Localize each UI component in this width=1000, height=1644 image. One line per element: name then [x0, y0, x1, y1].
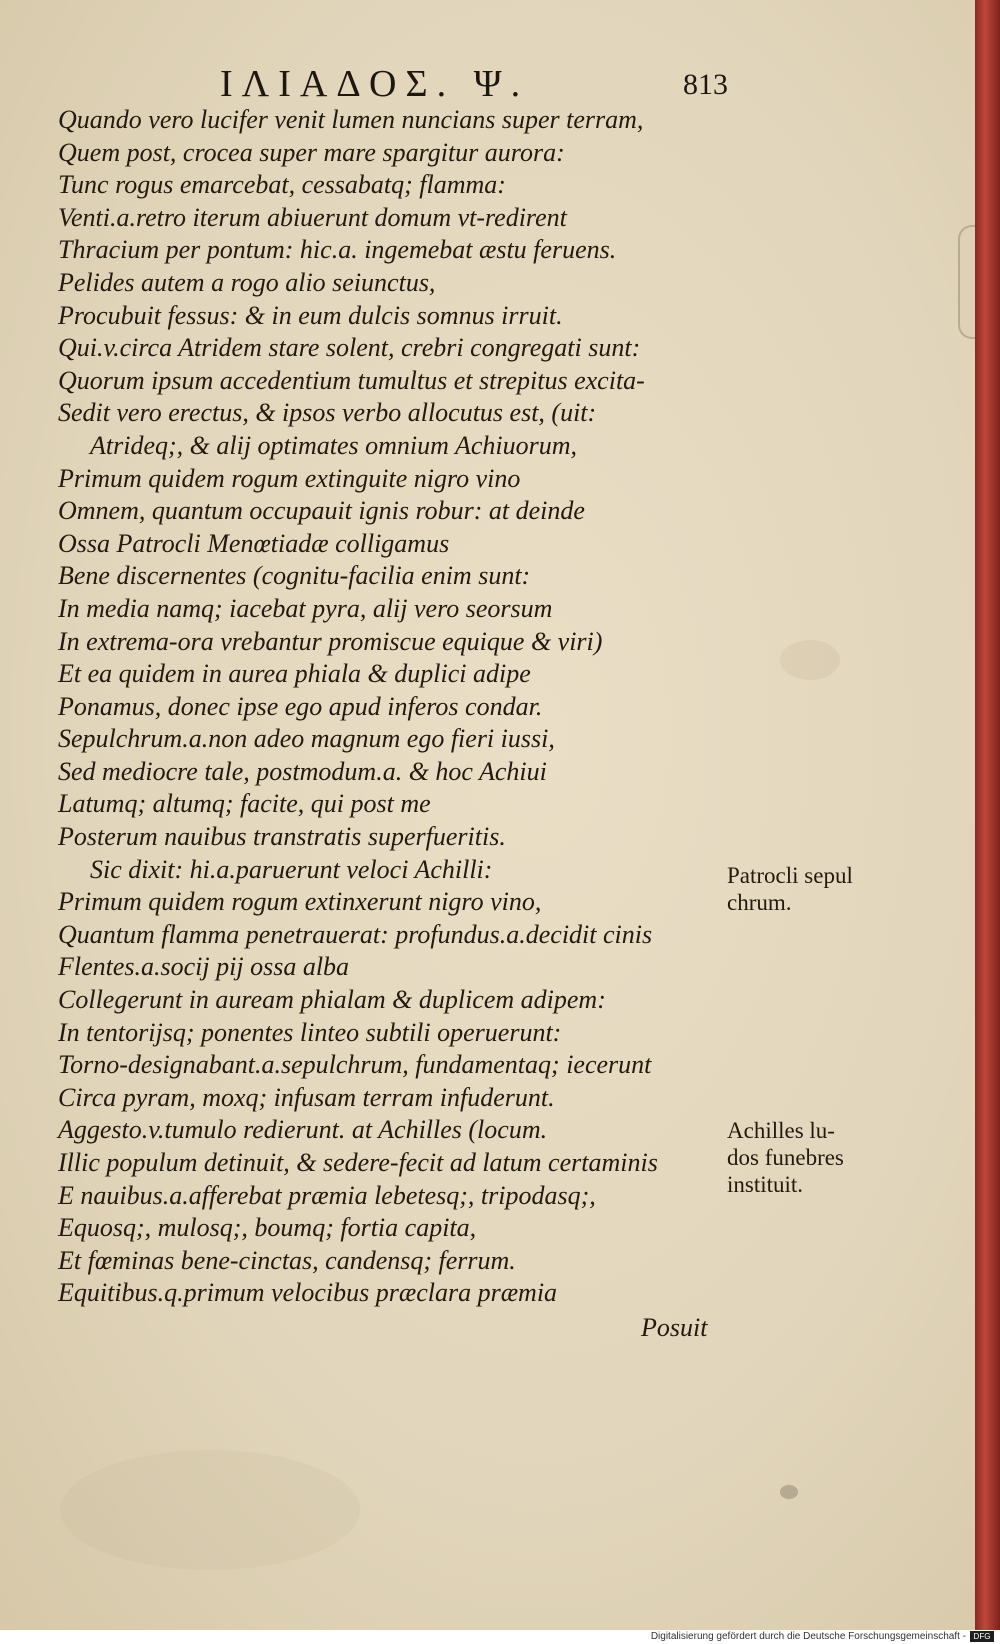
verse-line: Procubuit fessus: & in eum dulcis somnus irruit. [58, 300, 563, 330]
verse-line: Venti.a.retro iterum abiuerunt domum vt-redirent [58, 202, 567, 232]
verse-line: Sed mediocre tale, postmodum.a. & hoc Achiui [58, 756, 547, 786]
margin-note-line: chrum. [727, 890, 792, 915]
verse-line: Ponamus, donec ipse ego apud inferos condar. [58, 691, 543, 721]
verse-line: Sic dixit: hi.a.paruerunt veloci Achilli: [90, 854, 493, 884]
verse-line: In extrema-ora vrebantur promiscue equique & viri) [58, 626, 603, 656]
verse-line: Et fœminas bene-cinctas, candensq; ferrum. [58, 1245, 516, 1275]
footer-credit: Digitalisierung gefördert durch die Deutsche Forschungsgemeinschaft - [650, 1631, 966, 1642]
running-title: ΙΛΙΑΔΟΣ. Ψ. [220, 63, 530, 105]
verse-line: Aggesto.v.tumulo redierunt. at Achilles (locum. [58, 1115, 548, 1145]
page-stain [780, 1485, 798, 1499]
page-stain [60, 1450, 360, 1570]
verse-line: In tentorijsq; ponentes linteo subtili operuerunt: [58, 1017, 562, 1047]
verse-line: Tunc rogus emarcebat, cessabatq; flamma: [58, 170, 506, 200]
margin-note-line: instituit. [727, 1172, 804, 1197]
margin-note-patrocli [727, 862, 853, 916]
verse-line: Ossa Patrocli Menœtiadæ colligamus [58, 528, 450, 558]
margin-note-line: Achilles lu- [727, 1118, 835, 1143]
verse-line: Thracium per pontum: hic.a. ingemebat æstu feruens. [58, 235, 617, 265]
dfg-logo: DFG [970, 1631, 994, 1642]
verse-line: Qui.v.circa Atridem stare solent, crebri congregati sunt: [58, 333, 641, 363]
verse-line: Latumq; altumq; facite, qui post me [58, 789, 431, 819]
verse-line: Illic populum detinuit, & sedere-fecit ad latum certaminis [58, 1148, 658, 1177]
verse-line: Bene discernentes (cognitu-facilia enim sunt: [58, 561, 531, 591]
verse-line: Et ea quidem in aurea phiala & duplici adipe [58, 659, 531, 689]
verse-line: E nauibus.a.afferebat præmia lebetesq;, tripodasq;, [58, 1180, 596, 1210]
verse-line: Primum quidem rogum extinxerunt nigro vino, [58, 887, 542, 917]
verse-line: In media namq; iacebat pyra, alij vero seorsum [58, 593, 553, 623]
verse-line: Quando vero lucifer venit lumen nuncians super terram, [58, 105, 644, 134]
verse-line: Torno-designabant.a.sepulchrum, fundamentaq; iecerunt [58, 1050, 652, 1080]
margin-note-achilles [727, 1117, 844, 1198]
verse-line: Quorum ipsum accedentium tumultus et strepitus excita- [58, 365, 645, 395]
verse-line: Posterum nauibus transtratis superfueritis. [58, 822, 506, 852]
page-header [0, 62, 975, 106]
book-edge [975, 0, 1000, 1644]
verse-line: Sepulchrum.a.non adeo magnum ego fieri iussi, [58, 724, 555, 754]
verse-line: Flentes.a.socij pij ossa alba [58, 952, 350, 982]
verse-line: Sedit vero erectus, & ipsos verbo allocutus est, (uit: [58, 398, 597, 428]
margin-note-line: Patrocli sepul [727, 863, 853, 888]
verse-line: Collegerunt in auream phialam & duplicem adipem: [58, 985, 606, 1015]
verse-line: Atrideq;, & alij optimates omnium Achiuorum, [90, 430, 577, 460]
verse-line: Equosq;, mulosq;, boumq; fortia capita, [58, 1213, 477, 1243]
margin-note-line: dos funebres [727, 1145, 844, 1170]
verse-line: Pelides autem a rogo alio seiunctus, [58, 267, 436, 297]
page-number: 813 [683, 68, 728, 101]
verse-line: Circa pyram, moxq; infusam terram infuderunt. [58, 1082, 555, 1112]
verse-line: Omnem, quantum occupauit ignis robur: at deinde [58, 496, 585, 526]
catchword: Posuit [641, 1313, 708, 1342]
verse-line: Quantum flamma penetrauerat: profundus.a.decidit cinis [58, 919, 653, 949]
verse-line: Equitibus.q.primum velocibus præclara præmia [58, 1278, 558, 1308]
verse-line: Quem post, crocea super mare spargitur aurora: [58, 137, 565, 167]
verse-line: Primum quidem rogum extinguite nigro vino [58, 463, 521, 493]
page-stain [780, 640, 840, 680]
verse-block [58, 104, 723, 1310]
